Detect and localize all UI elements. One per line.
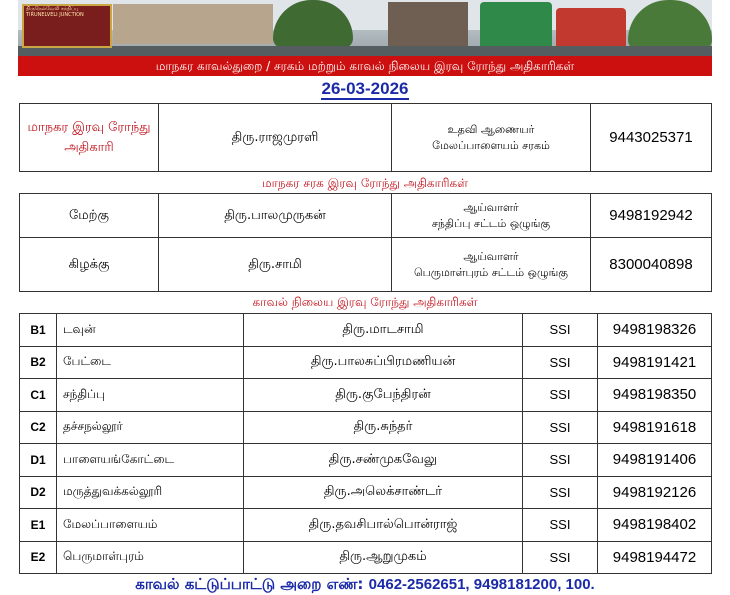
page-title-bar: மாநகர காவல்துறை / சரகம் மற்றும் காவல் நிலைய இரவு ரோந்து அதிகாரிகள் xyxy=(18,56,712,76)
banner-road xyxy=(18,46,712,56)
officer-phone: 9498191406 xyxy=(598,444,712,477)
city-officer-table xyxy=(19,103,712,172)
officer-name: திரு.மாடசாமி xyxy=(244,314,523,347)
range-officer-name: திரு.பாலமுருகன் xyxy=(159,194,392,238)
range-officer-role-line1: ஆய்வாளர் xyxy=(463,200,519,214)
header-photo-banner xyxy=(18,0,712,56)
station-sign-text: திருநெல்வேலி சந்திப்பு TIRUNELVELI JUNCTION xyxy=(26,6,84,18)
banner-structure xyxy=(388,2,468,48)
officer-rank: SSI xyxy=(523,346,598,379)
range-officer-role xyxy=(392,238,591,292)
officer-phone: 9498198350 xyxy=(598,379,712,412)
officer-name: திரு.ஆறுமுகம் xyxy=(244,541,523,574)
table-row xyxy=(20,104,712,172)
officer-phone: 9498191421 xyxy=(598,346,712,379)
table-row xyxy=(20,509,712,542)
city-officer-name: திரு.ராஜமுரளி xyxy=(159,104,392,172)
range-zone: மேற்கு xyxy=(20,194,159,238)
table-row xyxy=(20,238,712,292)
table-row xyxy=(20,476,712,509)
officer-rank: SSI xyxy=(523,444,598,477)
officer-rank: SSI xyxy=(523,379,598,412)
table-row xyxy=(20,444,712,477)
officer-rank: SSI xyxy=(523,476,598,509)
station-code: D1 xyxy=(20,444,57,477)
station-name: மருத்துவக்கல்லூரி xyxy=(57,476,244,509)
range-section-title: மாநகர சரக இரவு ரோந்து அதிகாரிகள் xyxy=(262,176,468,190)
station-code: E2 xyxy=(20,541,57,574)
officer-phone: 9498198402 xyxy=(598,509,712,542)
station-name: பெருமாள்புரம் xyxy=(57,541,244,574)
station-code: E1 xyxy=(20,509,57,542)
station-code: C1 xyxy=(20,379,57,412)
range-officer-role-line2: சந்திப்பு சட்டம் ஒழுங்கு xyxy=(431,216,551,230)
station-name: மேலப்பாளையம் xyxy=(57,509,244,542)
table-row xyxy=(20,346,712,379)
table-row xyxy=(20,314,712,347)
station-officers-table xyxy=(19,313,712,574)
officer-name: திரு.குபேந்திரன் xyxy=(244,379,523,412)
city-officer-phone: 9443025371 xyxy=(591,104,712,172)
station-code: C2 xyxy=(20,411,57,444)
control-room-numbers: 0462-2562651, 9498181200, 100. xyxy=(368,576,595,593)
city-officer-role xyxy=(392,104,591,172)
city-officer-role-line2: மேலப்பாளையம் சரகம் xyxy=(432,138,550,152)
table-row xyxy=(20,411,712,444)
officer-phone: 9498191618 xyxy=(598,411,712,444)
officer-phone: 9498192126 xyxy=(598,476,712,509)
officer-phone: 9498198326 xyxy=(598,314,712,347)
range-officer-name: திரு.சாமி xyxy=(159,238,392,292)
control-room-footer xyxy=(0,575,730,595)
banner-bus-green xyxy=(480,2,552,52)
station-name: பேட்டை xyxy=(57,346,244,379)
officer-rank: SSI xyxy=(523,314,598,347)
station-name: தச்சநல்லூர் xyxy=(57,411,244,444)
officer-name: திரு.பாலசுப்பிரமணியன் xyxy=(244,346,523,379)
date-text: 26-03-2026 xyxy=(321,79,409,98)
table-row xyxy=(20,379,712,412)
officer-phone: 9498194472 xyxy=(598,541,712,574)
range-zone: கிழக்கு xyxy=(20,238,159,292)
station-name: டவுன் xyxy=(57,314,244,347)
officer-name: திரு.சுந்தர் xyxy=(244,411,523,444)
banner-building xyxy=(113,4,273,44)
station-code: B1 xyxy=(20,314,57,347)
officer-rank: SSI xyxy=(523,411,598,444)
station-section-title: காவல் நிலைய இரவு ரோந்து அதிகாரிகள் xyxy=(252,295,478,309)
range-officer-role-line1: ஆய்வாளர் xyxy=(463,249,519,263)
city-officer-role-line1: உதவி ஆணையர் xyxy=(447,122,535,136)
station-code: D2 xyxy=(20,476,57,509)
table-row xyxy=(20,541,712,574)
officer-rank: SSI xyxy=(523,509,598,542)
range-officer-phone: 8300040898 xyxy=(591,238,712,292)
control-room-label: காவல் கட்டுப்பாட்டு அறை எண்: xyxy=(135,575,364,593)
officer-name: திரு.தவசிபால்பொன்ராஜ் xyxy=(244,509,523,542)
officer-name: திரு.அலெக்சாண்டர் xyxy=(244,476,523,509)
range-officers-table xyxy=(19,193,712,292)
range-officer-role xyxy=(392,194,591,238)
officer-rank: SSI xyxy=(523,541,598,574)
date-heading xyxy=(0,79,730,99)
range-officer-role-line2: பெருமாள்புரம் சட்டம் ஒழுங்கு xyxy=(414,265,568,279)
station-name: சந்திப்பு xyxy=(57,379,244,412)
station-code: B2 xyxy=(20,346,57,379)
station-name: பாளையங்கோட்டை xyxy=(57,444,244,477)
range-officer-phone: 9498192942 xyxy=(591,194,712,238)
table-row xyxy=(20,194,712,238)
officer-name: திரு.சண்முகவேலு xyxy=(244,444,523,477)
city-officer-label: மாநகர இரவு ரோந்து அதிகாரி xyxy=(20,104,159,172)
